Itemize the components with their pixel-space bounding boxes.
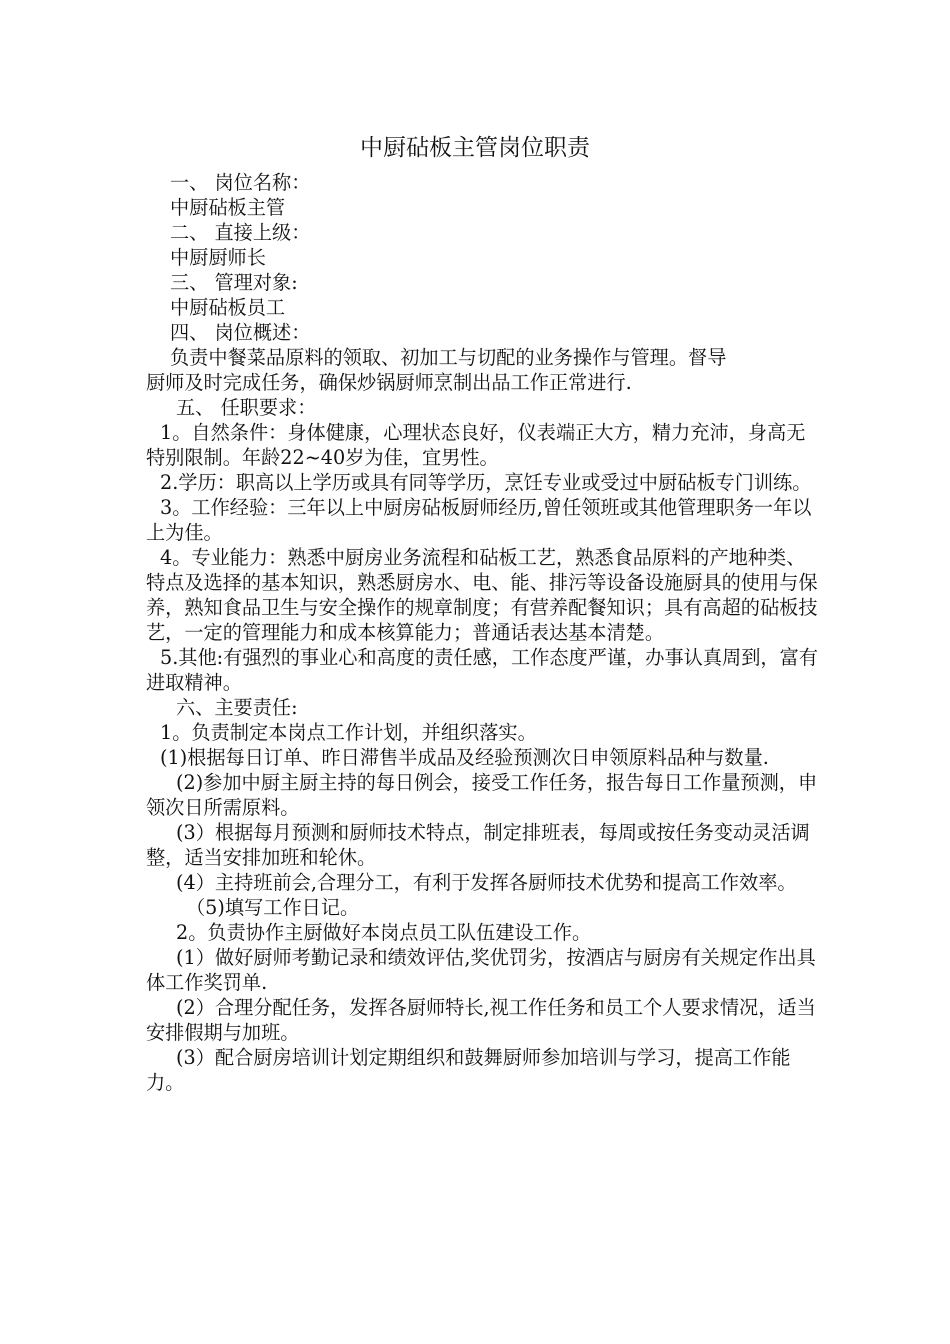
list-item: (2)参加中厨主厨主持的每日例会，接受工作任务，报告每日工作量预测，申领次日所需原料。	[146, 771, 818, 819]
list-item: （5)填写工作日记。	[186, 896, 360, 919]
list-item: (1）做好厨师考勤记录和绩效评估,奖优罚劣，按酒店与厨房有关规定作出具体工作奖罚单.	[146, 946, 816, 994]
section-heading: 三、 管理对象:	[170, 271, 298, 294]
section-heading: 二、 直接上级：	[170, 221, 311, 244]
paragraph: 中厨砧板主管	[170, 196, 286, 219]
document-body	[146, 170, 818, 1095]
list-item: 4。专业能力：熟悉中厨房业务流程和砧板工艺，熟悉食品原料的产地种类、特点及选择的基本知识，熟悉厨房水、电、能、排污等设备设施厨具的使用与保养，熟知食品卫生与安全操作的规章制度；有营养配餐知识；具有高超的砧板技艺，一定的管理能力和成本核算能力；普通话表达基本清楚。	[146, 546, 818, 644]
list-item: (1)根据每日订单、昨日滞售半成品及经验预测次日申领原料品种与数量.	[160, 746, 769, 769]
list-item: 2。负责协作主厨做好本岗点员工队伍建设工作。	[176, 921, 592, 944]
list-item: 2.学历：职高以上学历或具有同等学历，烹饪专业或受过中厨砧板专门训练。	[160, 471, 812, 494]
list-item: 5.其他:有强烈的事业心和高度的责任感，工作态度严谨，办事认真周到，富有进取精神。	[146, 646, 818, 694]
section-heading: 四、 岗位概述：	[170, 321, 311, 344]
section-heading: 一、 岗位名称：	[170, 171, 311, 194]
page-title: 中厨砧板主管岗位职责	[360, 135, 590, 161]
paragraph: 负责中餐菜品原料的领取、初加工与切配的业务操作与管理。督导	[170, 346, 727, 369]
list-item: 3。工作经验：三年以上中厨房砧板厨师经历,曾任领班或其他管理职务一年以上为佳。	[146, 496, 812, 544]
list-item: (3）配合厨房培训计划定期组织和鼓舞厨师参加培训与学习，提高工作能力。	[146, 1046, 791, 1094]
paragraph: 中厨厨师长	[170, 246, 266, 269]
section-heading: 五、 任职要求：	[176, 396, 317, 419]
list-item: (2）合理分配任务，发挥各厨师特长,视工作任务和员工个人要求情况，适当安排假期与加班。	[146, 996, 816, 1044]
list-item: (4）主持班前会,合理分工，有利于发挥各厨师技术优势和提高工作效率。	[176, 871, 797, 894]
list-item: 1。自然条件：身体健康，心理状态良好，仪表端正大方，精力充沛，身高无特别限制。年龄22~40岁为佳，宜男性。	[146, 421, 806, 469]
paragraph: 厨师及时完成任务，确保炒锅厨师烹制出品工作正常进行.	[146, 371, 632, 394]
section-heading: 六、主要责任:	[176, 696, 298, 719]
paragraph: 中厨砧板员工	[170, 296, 286, 319]
list-item: 1。负责制定本岗点工作计划，并组织落实。	[160, 721, 537, 744]
list-item: (3）根据每月预测和厨师技术特点，制定排班表，每周或按任务变动灵活调整，适当安排加班和轮休。	[146, 821, 810, 869]
